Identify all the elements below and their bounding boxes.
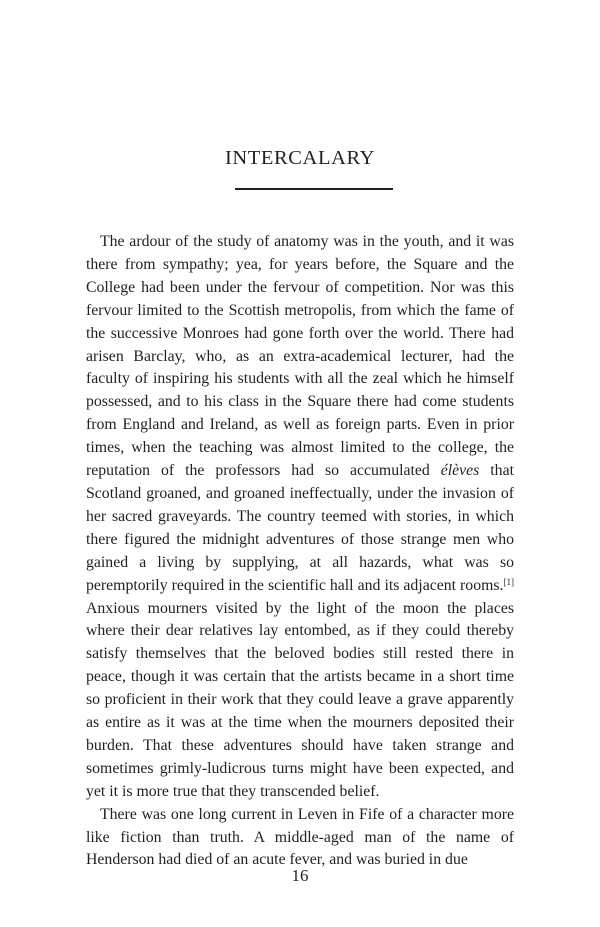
footnote-reference[interactable]: [1] [503,576,514,587]
page-number: 16 [291,866,309,885]
paragraph-1-text-start: The ardour of the study of anatomy was in the youth, and it was there from sympathy; yea, for years before, the Square and the College had been under the fervour of competition. Nor was this fervour limited to the Scottish metropolis, from which the fame of the successive Monroes had gone forth over the world. There had arisen Barclay, who, as an extra-academical lecturer, had the faculty of inspiring his students with all the zeal which he himself possessed, and to his class in the Square there had come students from England and Ireland, as well as foreign parts. Even in prior times, when the teaching was almost limited to the college, the reputation of the professors had so accumulated [86,233,514,480]
paragraph-1-text-end: Anxious mourners visited by the light of the moon the places where their dear relatives lay entombed, as if they could thereby satisfy themselves that the beloved bodies still rested there in peace, though it was certain that the artists became in a short time so proficient in their work that they could leave a grave apparently as entire as it was at the time when the mourners deposited their burden. That these adventures should have taken strange and sometimes grimly-ludicrous turns might have been expected, and yet it is more true that they transcended belief. [86,599,514,800]
paragraph-1-text-middle: that Scotland groaned, and groaned ineffectually, under the invasion of her sacred graveyards. The country teemed with stories, in which there figured the midnight adventures of those strange men who gained a living by supplying, at all hazards, what was so peremptorily required in the scientific hall and its adjacent rooms. [86,462,514,594]
italic-term: élèves [440,462,480,480]
paragraph-2: There was one long current in Leven in Fife of a character more like fiction than truth. A middle-aged man of the name of Henderson had died of an acute fever, and was buried in due [86,805,514,869]
paragraph-1 [86,231,514,804]
chapter-title: INTERCALARY [224,147,376,169]
title-underline-rule [235,188,393,190]
body-text [86,231,514,872]
